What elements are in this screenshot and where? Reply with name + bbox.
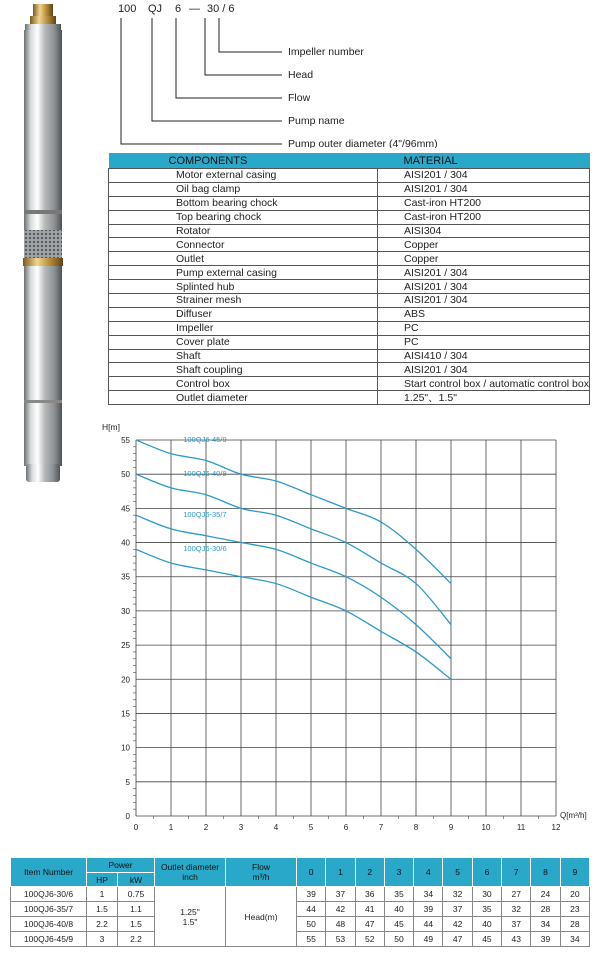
pump-image [0, 0, 110, 490]
spec-head-value: 37 [326, 887, 355, 902]
flow-header [226, 858, 297, 887]
x-tick-label: 5 [308, 823, 314, 832]
flow-col-1: 1 [326, 858, 355, 887]
y-tick-label: 45 [121, 504, 130, 514]
y-tick-label: 50 [121, 470, 130, 480]
material-header: MATERIAL [377, 153, 589, 169]
component-name: Shaft [109, 349, 378, 363]
component-name: Oil bag clamp [109, 182, 378, 196]
item-number-header: Item Number [11, 858, 87, 887]
spec-head-value: 32 [502, 902, 531, 917]
component-name: Splinted hub [109, 280, 378, 294]
y-tick-label: 10 [121, 743, 130, 753]
component-material: AISI201 / 304 [377, 280, 589, 294]
spec-head-value: 45 [384, 917, 413, 932]
spec-item-number: 100QJ6-30/6 [11, 887, 87, 902]
components-row [109, 321, 590, 335]
spec-kw: 2.2 [118, 932, 155, 947]
model-part-head-impeller: 30 / 6 [207, 3, 235, 15]
spec-kw: 1.1 [118, 902, 155, 917]
spec-head-value: 43 [502, 932, 531, 947]
x-tick-label: 10 [481, 823, 491, 832]
kw-header: kW [118, 873, 155, 887]
component-name: Outlet [109, 252, 378, 266]
spec-hp: 3 [87, 932, 118, 947]
spec-head-value: 55 [297, 932, 326, 947]
x-tick-label: 7 [378, 823, 384, 832]
spec-item-number: 100QJ6-40/8 [11, 917, 87, 932]
components-row [109, 169, 590, 183]
flow-col-3: 3 [384, 858, 413, 887]
spec-head-value: 23 [560, 902, 589, 917]
spec-item-number: 100QJ6-45/9 [11, 932, 87, 947]
component-material: Copper [377, 252, 589, 266]
spec-head-value: 53 [326, 932, 355, 947]
spec-table [10, 857, 590, 947]
spec-head-value: 39 [297, 887, 326, 902]
spec-head-value: 34 [531, 917, 560, 932]
spec-head-value: 52 [355, 932, 384, 947]
component-material: AISI201 / 304 [377, 294, 589, 308]
flow-header-label: Flow [252, 862, 270, 872]
label-pump-name: Pump name [288, 115, 345, 127]
x-tick-label: 0 [133, 823, 139, 832]
series-label: 100QJ6-35/7 [183, 509, 227, 519]
performance-curve-chart [96, 418, 600, 854]
spec-kw: 0.75 [118, 887, 155, 902]
spec-head-value: 35 [384, 887, 413, 902]
flow-col-8: 8 [531, 858, 560, 887]
spec-outlet-diameter: 1.25" 1.5" [155, 887, 226, 947]
outlet-header-label: Outlet diameter [160, 862, 220, 872]
y-tick-label: 40 [121, 538, 130, 548]
series-label: 100QJ6-30/6 [183, 544, 227, 554]
flow-col-7: 7 [502, 858, 531, 887]
flow-col-5: 5 [443, 858, 472, 887]
series-line-100QJ6-35/7 [136, 515, 451, 659]
y-tick-label: 15 [121, 709, 130, 719]
model-code-diagram [110, 0, 600, 148]
flow-col-4: 4 [414, 858, 443, 887]
power-header: Power [87, 858, 155, 873]
components-row [109, 363, 590, 377]
spec-item-number: 100QJ6-35/7 [11, 902, 87, 917]
flow-col-9: 9 [560, 858, 589, 887]
spec-body [11, 887, 590, 947]
components-row [109, 224, 590, 238]
model-leader-lines [121, 18, 282, 144]
component-material: AISI201 / 304 [377, 169, 589, 183]
flow-col-6: 6 [472, 858, 501, 887]
spec-head-value: 35 [472, 902, 501, 917]
spec-head-value: 28 [531, 902, 560, 917]
component-name: Cover plate [109, 335, 378, 349]
spec-head-value: 34 [560, 932, 589, 947]
y-tick-label: 5 [125, 777, 130, 787]
component-material: AISI201 / 304 [377, 363, 589, 377]
components-row [109, 196, 590, 210]
x-tick-label: 2 [203, 823, 209, 832]
x-tick-label: 3 [238, 823, 244, 832]
spec-head-value: 20 [560, 887, 589, 902]
model-part-name: QJ [148, 3, 163, 15]
spec-head-value: 47 [443, 932, 472, 947]
components-row [109, 238, 590, 252]
spec-head-value: 45 [472, 932, 501, 947]
component-material: Cast-iron HT200 [377, 210, 589, 224]
spec-head-value: 37 [443, 902, 472, 917]
component-material: ABS [377, 307, 589, 321]
spec-head-value: 39 [414, 902, 443, 917]
component-material: AISI410 / 304 [377, 349, 589, 363]
spec-head-value: 50 [297, 917, 326, 932]
spec-head-value: 47 [355, 917, 384, 932]
component-material: PC [377, 321, 589, 335]
spec-hp: 1.5 [87, 902, 118, 917]
spec-head-value: 48 [326, 917, 355, 932]
components-header: COMPONENTS [109, 153, 378, 169]
component-name: Bottom bearing chock [109, 196, 378, 210]
label-head: Head [288, 69, 314, 81]
component-name: Diffuser [109, 307, 378, 321]
components-row [109, 210, 590, 224]
component-material: PC [377, 335, 589, 349]
component-name: Strainer mesh [109, 294, 378, 308]
spec-head-value: 37 [502, 917, 531, 932]
series-label: 100QJ6-45/9 [183, 434, 227, 444]
component-name: Connector [109, 238, 378, 252]
y-axis-label: H[m] [102, 422, 120, 432]
x-tick-label: 9 [448, 823, 454, 832]
spec-row [11, 917, 590, 932]
components-row [109, 335, 590, 349]
components-row [109, 266, 590, 280]
spec-head-label: Head(m) [226, 887, 297, 947]
components-body [109, 169, 590, 405]
component-name: Shaft coupling [109, 363, 378, 377]
spec-head-value: 50 [384, 932, 413, 947]
components-row [109, 280, 590, 294]
components-row [109, 307, 590, 321]
components-table [108, 153, 590, 405]
component-material: AISI201 / 304 [377, 266, 589, 280]
x-tick-label: 6 [343, 823, 349, 832]
components-row [109, 252, 590, 266]
spec-row [11, 887, 590, 902]
component-material: Cast-iron HT200 [377, 196, 589, 210]
component-material: Copper [377, 238, 589, 252]
model-part-dash: — [189, 3, 200, 15]
spec-head-value: 42 [443, 917, 472, 932]
spec-head-value: 34 [414, 887, 443, 902]
spec-hp: 2.2 [87, 917, 118, 932]
spec-head-value: 40 [384, 902, 413, 917]
label-flow: Flow [288, 92, 311, 104]
spec-kw: 1.5 [118, 917, 155, 932]
spec-head-value: 44 [414, 917, 443, 932]
spec-head-value: 36 [355, 887, 384, 902]
components-row [109, 377, 590, 391]
spec-head-value: 49 [414, 932, 443, 947]
y-tick-label: 35 [121, 572, 130, 582]
x-tick-label: 4 [273, 823, 279, 832]
x-tick-label: 11 [516, 823, 526, 832]
component-material: AISI201 / 304 [377, 182, 589, 196]
label-outer-diameter: Pump outer diameter (4"/96mm) [288, 138, 438, 148]
components-row [109, 294, 590, 308]
spec-head-value: 40 [472, 917, 501, 932]
spec-head-value: 41 [355, 902, 384, 917]
component-name: Pump external casing [109, 266, 378, 280]
spec-head-value: 28 [560, 917, 589, 932]
y-tick-label: 25 [121, 641, 130, 651]
components-row [109, 391, 590, 405]
component-material: AISI304 [377, 224, 589, 238]
spec-head-value: 44 [297, 902, 326, 917]
component-name: Rotator [109, 224, 378, 238]
flow-col-0: 0 [297, 858, 326, 887]
component-name: Control box [109, 377, 378, 391]
spec-head-value: 30 [472, 887, 501, 902]
flow-header-unit: m³/h [252, 872, 270, 882]
component-name: Top bearing chock [109, 210, 378, 224]
label-impeller-number: Impeller number [288, 46, 364, 58]
model-part-diameter: 100 [118, 3, 137, 15]
component-material: 1.25"、1.5" [377, 391, 589, 405]
hp-header: HP [87, 873, 118, 887]
y-tick-label: 30 [121, 606, 130, 616]
series-label: 100QJ6-40/8 [183, 468, 227, 478]
spec-head-value: 42 [326, 902, 355, 917]
model-part-flow: 6 [175, 3, 182, 15]
spec-head-value: 24 [531, 887, 560, 902]
x-axis-label: Q[m³/h] [560, 811, 587, 820]
spec-head-value: 27 [502, 887, 531, 902]
components-row [109, 349, 590, 363]
component-name: Impeller [109, 321, 378, 335]
outlet-header-unit: inch [182, 872, 198, 882]
spec-head-value: 32 [443, 887, 472, 902]
y-tick-label: 20 [121, 675, 130, 685]
flow-col-2: 2 [355, 858, 384, 887]
x-tick-label: 8 [413, 823, 419, 832]
spec-hp: 1 [87, 887, 118, 902]
components-row [109, 182, 590, 196]
component-material: Start control box / automatic control box [377, 377, 589, 391]
component-name: Motor external casing [109, 169, 378, 183]
spec-head-value: 39 [531, 932, 560, 947]
spec-row [11, 902, 590, 917]
x-tick-label: 1 [168, 823, 174, 832]
component-name: Outlet diameter [109, 391, 378, 405]
outlet-header [155, 858, 226, 887]
spec-row [11, 932, 590, 947]
y-tick-label: 0 [125, 812, 130, 821]
y-tick-label: 55 [121, 436, 130, 445]
x-tick-label: 12 [551, 823, 561, 832]
